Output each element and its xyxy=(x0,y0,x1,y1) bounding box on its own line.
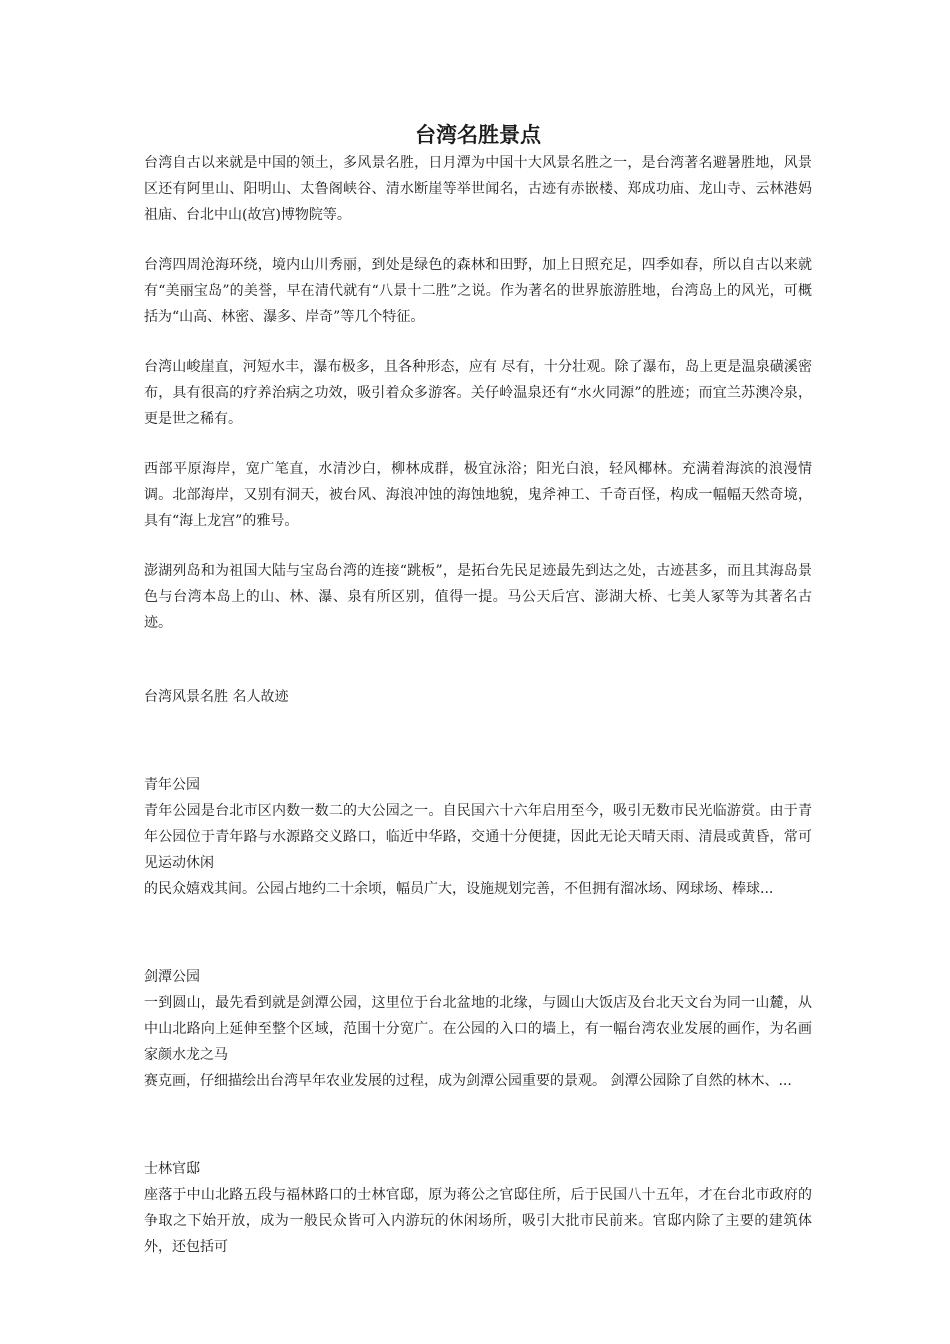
paragraph-scenery: 台湾四周沧海环绕，境内山川秀丽，到处是绿色的森林和田野，加上日照充足，四季如春，所以自古以来就有“美丽宝岛”的美誉，早在清代就有“八景十二胜”之说。作为著名的世界旅游胜地，台湾岛上的风光，可概括为“山高、林密、瀑多、岸奇”等几个特征。 xyxy=(144,257,812,325)
document-title: 台湾名胜景点 xyxy=(415,122,541,147)
section-spacer xyxy=(144,710,812,772)
section-jiantan-park xyxy=(144,964,812,1094)
section-body-line: 青年公园是台北市区内数一数二的大公园之一。自民国六十六年启用至今，吸引无数市民光临游赏。由于青年公园位于青年路与水源路交义路口，临近中华路，交通十分便捷，因此无论天晴天雨、清晨或黄昏，常可见运动休闲 xyxy=(144,803,812,871)
section-body-line: 赛克画，仔细描绘出台湾早年农业发展的过程，成为剑潭公园重要的景观。 剑潭公园除了自然的林木、... xyxy=(144,1073,792,1089)
section-body-line: 的民众嬉戏其间。公园占地约二十余顷，幅员广大，设施规划完善，不但拥有溜冰场、网球场、棒球... xyxy=(144,881,774,897)
paragraph-spacer xyxy=(144,432,812,456)
paragraph-mountains: 台湾山峻崖直，河短水丰，瀑布极多，且各种形态，应有 尽有，十分壮观。除了瀑布，岛上更是温泉磺溪密布，具有很高的疗养治病之功效，吸引着众多游客。关仔岭温泉还有“水火同源”的胜迹；而宜兰苏澳冷泉，更是世之稀有。 xyxy=(144,359,812,427)
document-page xyxy=(144,120,812,1260)
paragraph-penghu: 澎湖列岛和为祖国大陆与宝岛台湾的连接“跳板”，是拓台先民足迹最先到达之处，古迹甚多，而且其海岛景色与台湾本岛上的山、林、瀑、泉有所区别，值得一提。马公天后宫、澎湖大桥、七美人冢等为其著名古迹。 xyxy=(144,563,812,631)
paragraph-spacer xyxy=(144,534,812,558)
section-youth-park xyxy=(144,772,812,902)
paragraph-intro: 台湾自古以来就是中国的领土，多风景名胜，日月潭为中国十大风景名胜之一，是台湾著名避暑胜地，风景区还有阿里山、阳明山、太鲁阁峡谷、清水断崖等举世闻名，古迹有赤嵌楼、郑成功庙、龙山寺、云林港妈祖庙、台北中山(故宫)博物院等。 xyxy=(144,155,812,223)
section-heading: 青年公园 xyxy=(144,777,200,793)
section-body-line: 一到圆山，最先看到就是剑潭公园，这里位于台北盆地的北缘，与圆山大饭店及台北天文台为同一山麓，从中山北路向上延伸至整个区域，范围十分宽广。在公园的入口的墙上，有一幅台湾农业发展的画作，为名画家颜水龙之马 xyxy=(144,995,812,1063)
category-line: 台湾风景名胜 名人故迹 xyxy=(144,689,289,705)
paragraph-coast: 西部平原海岸，宽广笔直，水清沙白，柳林成群，极宜泳浴；阳光白浪，轻风椰林。充满着海滨的浪漫情调。北部海岸，又别有洞天，被台风、海浪冲蚀的海蚀地貌，鬼斧神工、千奇百怪，构成一幅幅天然奇境，具有“海上龙宫”的雅号。 xyxy=(144,461,812,529)
section-spacer xyxy=(144,902,812,964)
section-body-line: 座落于中山北路五段与福林路口的士林官邸，原为蒋公之官邸住所，后于民国八十五年，才在台北市政府的争取之下始开放，成为一般民众皆可入内游玩的休闲场所，吸引大批市民前来。官邸内除了主要的建筑体外，还包括可 xyxy=(144,1187,812,1255)
section-heading: 剑潭公园 xyxy=(144,969,200,985)
paragraph-spacer xyxy=(144,636,812,684)
section-shilin-residence xyxy=(144,1156,812,1260)
paragraph-spacer xyxy=(144,330,812,354)
section-heading: 士林官邸 xyxy=(144,1161,200,1177)
section-spacer xyxy=(144,1094,812,1156)
paragraph-spacer xyxy=(144,228,812,252)
